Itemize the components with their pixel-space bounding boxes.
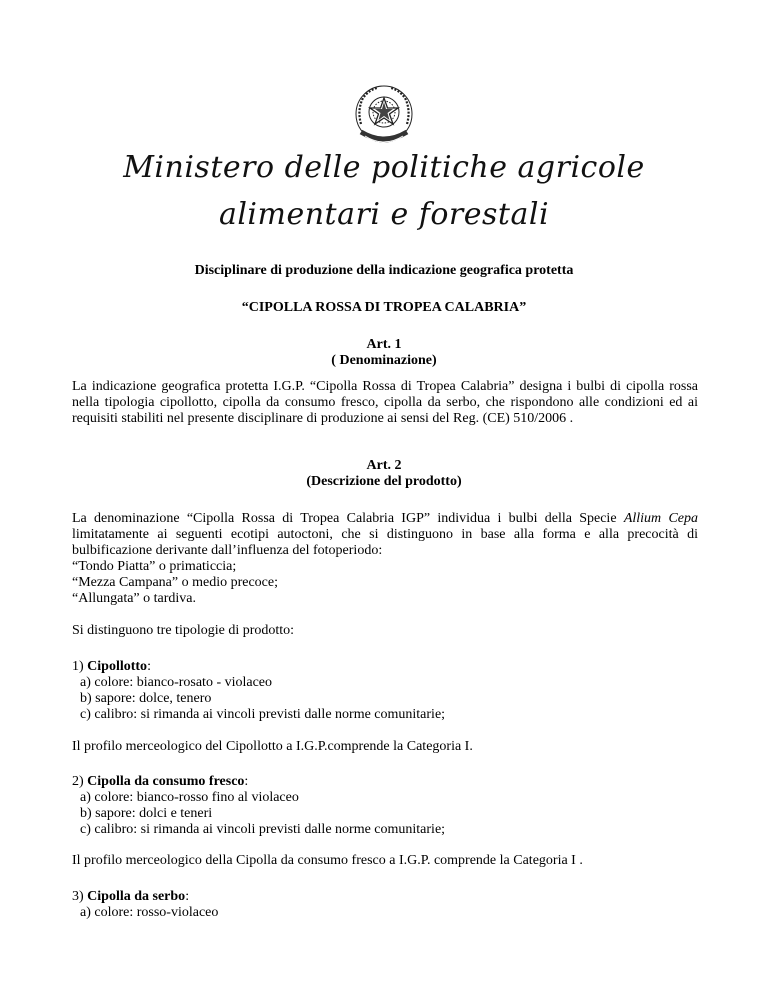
art2-heading: Art. 2 [366, 458, 402, 473]
italian-republic-emblem-icon [347, 80, 421, 152]
type-name: Cipollotto [87, 659, 148, 674]
type-cipollotto [72, 659, 698, 723]
type-property: c) calibro: si rimanda ai vincoli previsti dalle norme comunitarie; [80, 822, 446, 837]
type-cipolla-da-serbo [72, 889, 698, 921]
type-property: c) calibro: si rimanda ai vincoli previsti dalle norme comunitarie; [80, 707, 446, 722]
art2-intro-text-b: limitatamente ai seguenti ecotipi autoctoni, che si distinguono in base alla forma e alla precocità di bulbificazione derivante dall’influenza del fotoperiodo: [72, 527, 698, 558]
type-heading [72, 659, 698, 675]
document-title: Disciplinare di produzione della indicazione geografica protetta [194, 263, 574, 278]
ecotype-item: “Allungata” o tardiva. [72, 591, 197, 606]
art2-subheading: (Descrizione del prodotto) [306, 474, 462, 489]
type-property: a) colore: bianco-rosato - violaceo [80, 675, 273, 690]
product-name: “CIPOLLA ROSSA DI TROPEA CALABRIA” [241, 300, 527, 315]
ecotype-item: “Tondo Piatta” o primaticcia; [72, 559, 237, 574]
type-name: Cipolla da serbo [87, 889, 186, 904]
type-colon: : [185, 889, 190, 904]
ecotype-list [72, 559, 698, 607]
type-colon: : [244, 774, 249, 789]
ministry-name-line1: Ministero delle politiche agricole [123, 150, 645, 185]
art2-intro-paragraph [72, 511, 698, 559]
types-intro: Si distinguono tre tipologie di prodotto: [72, 623, 295, 638]
species-name-2: Cepa [668, 511, 698, 526]
type-property: b) sapore: dolci e teneri [80, 806, 213, 821]
type-number: 3) [72, 889, 88, 904]
type-profile: Il profilo merceologico della Cipolla da consumo fresco a I.G.P. comprende la Categoria I . [72, 853, 583, 868]
art2-intro-text-a: La denominazione “Cipolla Rossa di Tropea Calabria IGP” individua i bulbi della Specie [72, 511, 624, 526]
art1-heading: Art. 1 [366, 337, 402, 352]
ministry-name-line2: alimentari e forestali [218, 197, 550, 232]
ecotype-item: “Mezza Campana” o medio precoce; [72, 575, 279, 590]
type-heading [72, 774, 698, 790]
type-number: 1) [72, 659, 88, 674]
type-property: a) colore: bianco-rosso fino al violaceo [80, 790, 299, 805]
species-name-1: Allium [623, 511, 662, 526]
type-heading [72, 889, 698, 905]
type-cipolla-consumo-fresco [72, 774, 698, 838]
type-name: Cipolla da consumo fresco [87, 774, 245, 789]
type-colon: : [147, 659, 151, 674]
type-property: a) colore: rosso-violaceo [80, 905, 219, 920]
type-property: b) sapore: dolce, tenero [80, 691, 212, 706]
type-number: 2) [72, 774, 88, 789]
type-profile: Il profilo merceologico del Cipollotto a I.G.P.comprende la Categoria I. [72, 739, 473, 754]
art1-subheading: ( Denominazione) [331, 353, 437, 368]
art1-paragraph: La indicazione geografica protetta I.G.P. “Cipolla Rossa di Tropea Calabria” designa i bulbi di cipolla rossa nella tipologia cipollotto, cipolla da consumo fresco, cipolla da serbo, che rispondono alle condizioni ed ai requisiti stabiliti nel presente disciplinare di produzione ai sensi del Reg. (CE) 510/2006 . [72, 379, 698, 426]
